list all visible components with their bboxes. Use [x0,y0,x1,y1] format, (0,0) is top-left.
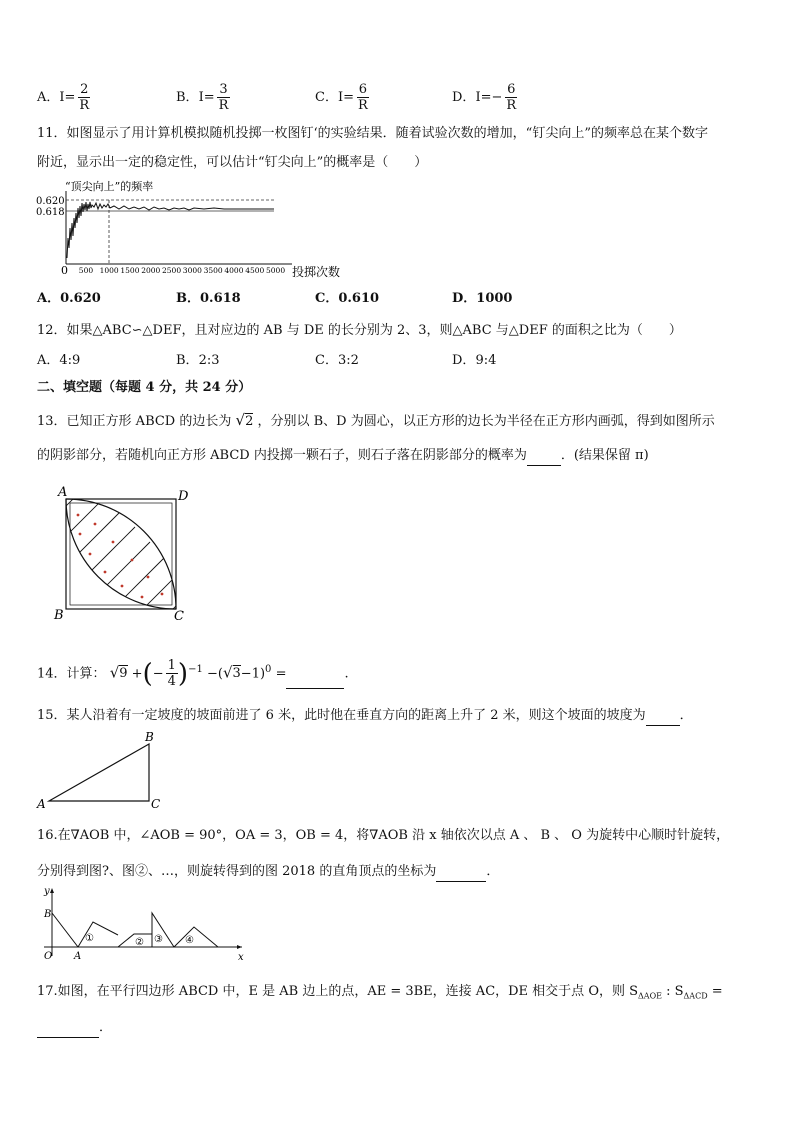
q11-text-line2: 附近，显示出一定的稳定性，可以估计“钉尖向上”的概率是（ ） [37,155,428,170]
triangle-1 [78,922,118,947]
q17-text-line1: 17.如图，在平行四边形 ABCD 中，E 是 AB 边上的点，AE = 3BE，连接 AC，DE 相交于点 O，则 $S_{\Delta AOE}$ : $S_{\Delta ACD}$ = [37,984,723,1001]
q11-option-c: C．0.610 [315,291,380,306]
q11-option-b: B．0.618 [176,291,241,306]
q11-option-a: A．0.620 [37,291,101,306]
q13-text-line2: 的阴影部分，若随机向正方形 ABCD 内投掷一颗石子，则石子落在阴影部分的概率为 ．(结果保留 π) [37,446,649,466]
triangle-4 [174,927,218,947]
triangle-0 [52,913,78,947]
label-x: x [238,952,244,963]
q11-frequency-chart [34,178,354,282]
label-a: A [37,797,46,811]
chart-origin: 0 [61,264,68,277]
chart-xtick-label: 2000 [141,266,161,275]
label-circle-2: ② [135,937,144,948]
label-a: A [58,485,68,500]
q17-text-line2: ． [37,1018,112,1038]
q10-option-a: A．I= $\frac{2}{R}$ [37,82,90,113]
label-b: B [44,909,52,920]
q10-option-c: C．I= $\frac{6}{R}$ [315,82,368,113]
chart-xtick-label: 1000 [99,266,119,275]
q14-expression: 14．计算： √9 +(− $\frac{1}{4}$ )$^{-1} -(√3-1)^0$ = . [37,658,349,690]
label-circle-4: ④ [185,935,194,946]
chart-xtick-label: 4000 [224,266,244,275]
label-d: D [178,489,189,504]
label-b: B [54,608,64,622]
label-y: y [44,886,50,897]
chart-xtick-label: 2500 [162,266,182,275]
label-c: C [174,609,184,622]
q16-answer-blank [436,881,486,882]
chart-xtick-label: 4500 [245,266,265,275]
q12-option-d: D．9:4 [452,353,497,368]
chart-xtick-label: 1500 [120,266,140,275]
square-inner-outline [70,503,172,605]
q15-answer-blank [646,725,680,726]
q13-square-figure [50,482,200,622]
q13-answer-blank [527,465,561,466]
chart-ytick-0620: 0.620 [36,196,65,207]
q10-option-b: B．I= $\frac{3}{R}$ [176,82,229,113]
q13-text-line1: 13．已知正方形 ABCD 的边长为 √2 ，分别以 B、D 为圆心，以正方形的边长为半径在正方形内画弧，得到如图所示 [37,411,715,429]
q15-text: 15．某人沿着有一定坡度的坡面前进了 6 米，此时他在垂直方向的距离上升了 2 米，则这个坡面的坡度为 ． [37,706,693,726]
chart-xticks [79,266,286,275]
label-b: B [145,730,154,744]
q16-rotation-figure [34,884,250,964]
chart-ylabel: “顶尖向上”的频率 [65,180,154,193]
q14-answer-blank [286,688,344,689]
label-circle-3: ③ [154,934,163,945]
q11-option-d: D．1000 [452,291,513,306]
chart-xtick-label: 500 [78,266,94,275]
q11-text-line1: 11．如图显示了用计算机模拟随机投掷一枚图钉‘的实验结果．随着试验次数的增加，“钉尖向上”的频率总在某个数字 [37,126,708,141]
chart-xtick-label: 3000 [182,266,202,275]
chart-xtick-label: 5000 [266,266,286,275]
q12-option-a: A．4:9 [37,353,81,368]
label-circle-1: ① [85,933,94,944]
q12-option-c: C．3:2 [315,353,359,368]
chart-xlabel: 投掷次数 [292,265,341,279]
arc-points [77,514,164,599]
q12-text: 12．如果△ABC∽△DEF，且对应边的 AB 与 DE 的长分别为 2、3，则△ABC 与△DEF 的面积之比为（ ） [37,323,682,338]
q16-text-line2: 分别得到图?、图②、…，则旋转得到的图 2018 的直角顶点的坐标为 ． [37,862,499,882]
q10-option-d: D．I=− $\frac{6}{R}$ [452,82,517,113]
chart-ytick-0618: 0.618 [36,207,65,218]
label-c: C [151,797,161,811]
label-o: O [44,951,53,962]
section-fill-in-blank-title: 二、填空题（每题 4 分，共 24 分） [37,380,252,395]
label-a: A [74,951,82,962]
q12-option-b: B．2:3 [176,353,220,368]
q15-slope-triangle [34,728,174,812]
q16-text-line1: 16.在∇AOB 中，∠AOB = 90°，OA = 3，OB = 4，将∇AOB 沿 x 轴依次以点 A 、 B 、 O 为旋转中心顺时针旋转， [37,828,730,843]
q17-answer-blank [37,1037,99,1038]
chart-xtick-label: 3500 [203,266,223,275]
